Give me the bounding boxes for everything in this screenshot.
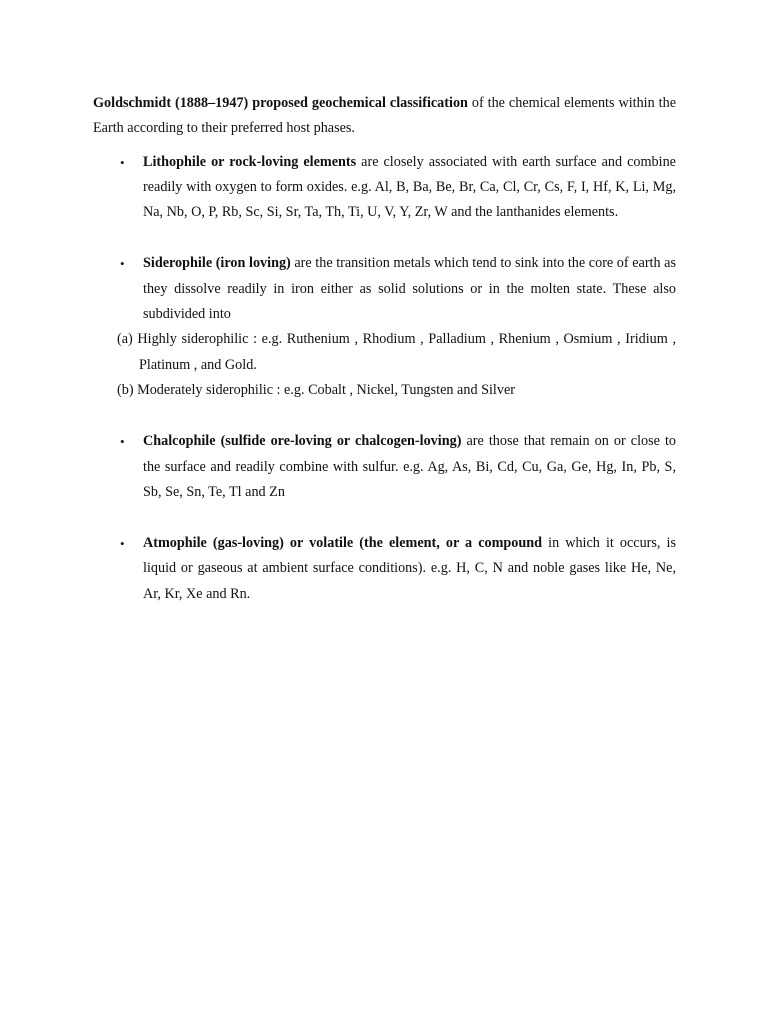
bullet-icon: • — [120, 154, 125, 170]
spacer — [93, 403, 676, 429]
document-page — [93, 91, 676, 607]
lithophile-text — [143, 150, 676, 226]
bullet-icon: • — [120, 434, 125, 450]
siderophile-sub-a: (a) Highly siderophilic : e.g. Ruthenium , Rhodium , Palladium , Rhenium , Osmium , Iridium , Platinum , and Gold. — [117, 331, 676, 373]
chalcophile-item — [93, 429, 676, 505]
atmophile-description: in which it occurs, is liquid or gaseous at ambient surface conditions). e.g. H, C, N and noble gases like He, Ne, Ar, Kr, Xe and Rn. — [143, 535, 676, 602]
siderophile-text — [143, 251, 676, 327]
spacer — [93, 225, 676, 251]
bullet-icon: • — [120, 256, 125, 272]
lithophile-description: are closely associated with earth surface and combine readily with oxygen to form oxides. e.g. Al, B, Ba, Be, Br, Ca, Cl, Cr, Cs, F, I, Hf, K, Li, Mg, Na, Nb, O, P, Rb, Sc, Si, Sr, Ta, Th, Ti, U, V, Y, Zr, W and the lanthanides elements. — [143, 153, 676, 221]
atmophile-item — [93, 531, 676, 607]
atmophile-text — [143, 531, 676, 607]
chalcophile-term: Chalcophile (sulfide ore-loving or chalcogen-loving) — [143, 433, 462, 450]
siderophile-sub-b: (b) Moderately siderophilic : e.g. Cobalt , Nickel, Tungsten and Silver — [117, 381, 515, 398]
siderophile-item — [93, 251, 676, 327]
spacer — [93, 505, 676, 531]
lithophile-term: Lithophile or rock-loving elements — [143, 153, 357, 170]
intro-bold-heading: Goldschmidt (1888–1947) proposed geochemical classification — [93, 95, 468, 111]
siderophile-description: are the transition metals which tend to sink into the core of earth as they dissolve readily in iron either as solid solutions or in the molten state. These also subdivided into — [143, 255, 676, 323]
intro-paragraph — [93, 91, 676, 142]
lithophile-item — [93, 150, 676, 226]
chalcophile-text — [143, 429, 676, 505]
siderophile-term: Siderophile (iron loving) — [143, 255, 291, 272]
intro-text: of the chemical elements within the Earth according to their preferred host phases. — [93, 95, 676, 137]
bullet-icon: • — [120, 536, 125, 552]
chalcophile-description: are those that remain on or close to the surface and readily combine with sulfur. e.g. Ag, As, Bi, Cd, Cu, Ga, Ge, Hg, In, Pb, S, Sb, Se, Sn, Te, Tl and Zn — [143, 433, 677, 500]
atmophile-term: Atmophile (gas-loving) or volatile (the element, or a compound — [143, 535, 543, 552]
